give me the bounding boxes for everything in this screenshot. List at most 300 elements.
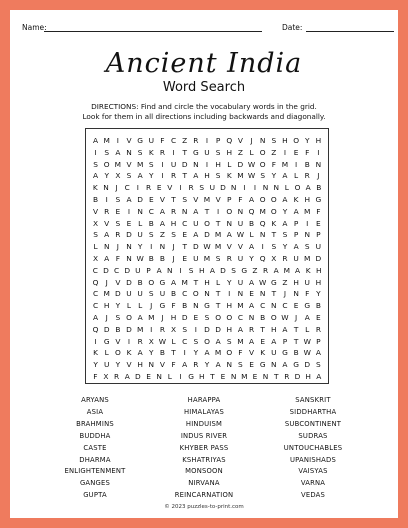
grid-letter[interactable]: U [237,277,244,287]
grid-letter[interactable]: Z [282,277,288,287]
grid-letter[interactable]: D [204,230,210,240]
grid-letter[interactable]: K [226,171,232,181]
grid-letter[interactable]: H [315,136,322,145]
grid-letter[interactable]: N [226,218,233,228]
grid-letter[interactable]: I [179,265,182,275]
grid-letter[interactable]: Q [259,218,266,228]
grid-letter[interactable]: R [248,324,255,334]
grid-letter[interactable]: Z [237,147,243,157]
grid-letter[interactable]: U [126,289,132,299]
grid-letter[interactable]: S [182,195,188,204]
grid-letter[interactable]: S [148,230,154,240]
grid-letter[interactable]: P [146,265,151,275]
grid-letter[interactable]: E [220,372,226,381]
grid-letter[interactable]: M [214,242,222,252]
grid-letter[interactable]: H [137,360,143,370]
grid-letter[interactable]: Q [226,136,233,145]
grid-letter[interactable]: D [103,324,110,334]
grid-letter[interactable]: D [124,265,131,275]
grid-letter[interactable]: R [114,372,120,381]
grid-letter[interactable]: F [305,289,310,299]
grid-letter[interactable]: B [159,254,165,263]
grid-letter[interactable]: E [249,360,254,370]
grid-letter[interactable]: M [304,206,311,216]
grid-letter[interactable]: H [271,324,277,334]
grid-letter[interactable]: D [126,324,132,334]
grid-letter[interactable]: W [303,336,311,346]
grid-letter[interactable]: Q [248,206,255,216]
grid-letter[interactable]: S [93,159,98,169]
grid-letter[interactable]: N [259,230,266,240]
grid-letter[interactable]: A [93,171,99,181]
grid-letter[interactable]: N [159,242,166,252]
grid-letter[interactable]: B [249,218,255,228]
grid-letter[interactable]: S [271,242,277,252]
grid-letter[interactable]: D [137,195,143,204]
grid-letter[interactable]: C [182,218,188,228]
grid-letter[interactable]: A [249,336,255,346]
grid-letter[interactable]: N [181,206,188,216]
grid-letter[interactable]: U [137,230,143,240]
grid-letter[interactable]: N [137,206,143,216]
grid-letter[interactable]: T [171,348,176,358]
grid-letter[interactable]: B [148,218,154,228]
grid-letter[interactable]: J [105,313,108,322]
grid-letter[interactable]: T [210,372,215,381]
grid-letter[interactable]: V [159,360,165,370]
grid-letter[interactable]: R [282,254,288,263]
grid-letter[interactable]: A [159,206,165,216]
grid-letter[interactable]: S [148,289,154,299]
grid-letter[interactable]: R [159,147,165,157]
grid-letter[interactable]: I [261,242,264,252]
grid-letter[interactable]: S [171,230,176,240]
grid-letter[interactable]: L [294,171,299,181]
grid-letter[interactable]: M [203,254,211,263]
grid-letter[interactable]: A [282,324,288,334]
grid-letter[interactable]: Y [316,289,321,299]
grid-letter[interactable]: G [204,301,210,311]
grid-letter[interactable]: I [127,206,131,216]
grid-letter[interactable]: Y [271,171,277,181]
grid-letter[interactable]: K [271,218,277,228]
grid-letter[interactable]: G [159,277,166,287]
grid-letter[interactable]: M [214,230,222,240]
grid-letter[interactable]: T [182,242,187,252]
grid-letter[interactable]: Z [252,265,258,275]
grid-letter[interactable]: A [293,242,299,252]
grid-letter[interactable]: A [124,372,130,381]
grid-letter[interactable]: T [171,195,176,204]
grid-letter[interactable]: V [237,136,243,145]
grid-letter[interactable]: T [215,289,221,299]
grid-letter[interactable]: T [193,277,199,287]
grid-letter[interactable]: J [172,254,175,263]
grid-letter[interactable]: A [215,336,221,346]
grid-letter[interactable]: T [215,301,221,311]
grid-letter[interactable]: Y [282,242,288,252]
grid-letter[interactable]: A [93,313,99,322]
grid-letter[interactable]: K [92,183,98,193]
grid-letter[interactable]: A [193,171,199,181]
grid-letter[interactable]: D [181,313,188,322]
grid-letter[interactable]: S [148,159,154,169]
grid-letter[interactable]: K [126,348,132,358]
grid-letter[interactable]: V [126,159,132,169]
grid-letter[interactable]: M [114,159,122,169]
grid-letter[interactable]: L [249,147,254,157]
grid-letter[interactable]: T [293,324,299,334]
grid-letter[interactable]: I [161,159,164,169]
grid-letter[interactable]: F [115,254,120,263]
grid-letter[interactable]: N [259,136,266,145]
grid-letter[interactable]: C [260,301,266,311]
grid-letter[interactable]: D [215,324,221,334]
grid-letter[interactable]: U [315,242,322,252]
grid-letter[interactable]: H [282,136,288,145]
grid-letter[interactable]: S [304,242,310,252]
grid-letter[interactable]: R [315,324,321,334]
grid-letter[interactable]: I [136,183,139,193]
grid-letter[interactable]: N [237,206,244,216]
grid-letter[interactable]: C [282,301,288,311]
grid-letter[interactable]: I [194,324,197,334]
grid-letter[interactable]: N [193,301,199,311]
grid-letter[interactable]: E [293,301,299,311]
grid-letter[interactable]: I [217,206,220,216]
grid-letter[interactable]: O [259,147,266,157]
grid-letter[interactable]: G [241,265,248,275]
grid-letter[interactable]: H [198,265,205,275]
grid-letter[interactable]: N [148,360,155,370]
grid-letter[interactable]: O [215,313,222,322]
grid-letter[interactable]: J [283,289,287,299]
grid-letter[interactable]: P [215,136,221,145]
grid-letter[interactable]: J [317,171,320,181]
grid-letter[interactable]: S [193,336,199,346]
grid-letter[interactable]: F [305,147,310,157]
grid-letter[interactable]: J [295,313,298,322]
grid-letter[interactable]: I [205,136,209,145]
grid-letter[interactable]: R [188,183,194,193]
grid-letter[interactable]: I [116,136,119,145]
grid-letter[interactable]: L [138,218,143,228]
grid-letter[interactable]: A [137,348,143,358]
grid-letter[interactable]: A [249,277,255,287]
grid-letter[interactable]: L [249,230,254,240]
grid-letter[interactable]: I [283,147,287,157]
grid-letter[interactable]: I [295,159,298,169]
grid-letter[interactable]: L [138,301,143,311]
grid-letter[interactable]: A [294,265,301,275]
grid-letter[interactable]: M [148,313,155,322]
grid-letter[interactable]: O [226,348,233,358]
grid-letter[interactable]: Y [282,206,288,216]
grid-letter[interactable]: N [103,242,110,252]
grid-letter[interactable]: D [304,360,311,370]
grid-letter[interactable]: A [204,348,210,358]
grid-letter[interactable]: F [271,159,276,169]
grid-letter[interactable]: A [271,336,277,346]
grid-letter[interactable]: Y [193,348,199,358]
grid-letter[interactable]: C [124,183,130,193]
grid-letter[interactable]: R [159,324,165,334]
grid-letter[interactable]: R [170,206,177,216]
grid-letter[interactable]: N [262,372,269,381]
grid-letter[interactable]: Q [92,324,99,334]
grid-letter[interactable]: T [215,218,221,228]
grid-letter[interactable]: R [304,171,310,181]
grid-letter[interactable]: I [94,147,97,157]
grid-letter[interactable]: S [115,195,121,204]
grid-letter[interactable]: E [316,313,321,322]
grid-letter[interactable]: X [271,254,277,263]
grid-letter[interactable]: P [282,336,288,346]
grid-letter[interactable]: Y [249,254,254,263]
grid-letter[interactable]: I [253,183,257,193]
grid-letter[interactable]: A [315,348,321,358]
grid-letter[interactable]: G [315,195,322,204]
grid-letter[interactable]: D [315,254,322,263]
grid-letter[interactable]: L [126,301,132,311]
grid-letter[interactable]: S [238,360,243,370]
grid-letter[interactable]: C [182,289,188,299]
grid-letter[interactable]: G [259,360,266,370]
grid-letter[interactable]: F [93,372,98,381]
grid-letter[interactable]: G [188,372,194,381]
grid-letter[interactable]: H [103,301,110,311]
grid-letter[interactable]: E [126,218,132,228]
grid-letter[interactable]: G [293,360,299,370]
grid-letter[interactable]: A [182,360,188,370]
grid-letter[interactable]: S [199,183,205,193]
grid-letter[interactable]: U [204,147,210,157]
grid-letter[interactable]: X [171,324,177,334]
grid-letter[interactable]: O [270,195,277,204]
grid-letter[interactable]: O [204,218,210,228]
grid-letter[interactable]: N [315,159,322,169]
grid-letter[interactable]: B [293,348,299,358]
grid-letter[interactable]: A [93,136,99,145]
grid-letter[interactable]: A [104,230,110,240]
grid-letter[interactable]: N [193,159,199,169]
grid-letter[interactable]: D [126,230,132,240]
grid-letter[interactable]: B [159,348,165,358]
grid-letter[interactable]: J [172,242,175,252]
grid-letter[interactable]: D [204,324,210,334]
grid-letter[interactable]: A [282,195,288,204]
grid-letter[interactable]: U [293,254,299,263]
grid-letter[interactable]: L [216,277,221,287]
grid-letter[interactable]: B [315,301,321,311]
grid-letter[interactable]: A [104,254,110,263]
grid-letter[interactable]: E [146,372,151,381]
grid-letter[interactable]: H [315,277,322,287]
grid-letter[interactable]: M [181,277,188,287]
grid-letter[interactable]: J [105,277,108,287]
grid-letter[interactable]: J [161,313,164,322]
grid-letter[interactable]: M [103,289,110,299]
grid-letter[interactable]: M [237,336,244,346]
grid-letter[interactable]: Y [227,277,232,287]
grid-letter[interactable]: O [204,336,210,346]
grid-letter[interactable]: A [304,313,310,322]
grid-letter[interactable]: M [281,159,289,169]
grid-letter[interactable]: U [193,218,199,228]
grid-letter[interactable]: M [259,206,266,216]
grid-letter[interactable]: M [237,171,244,181]
grid-letter[interactable]: X [93,218,99,228]
grid-letter[interactable]: F [238,348,243,358]
grid-letter[interactable]: Y [93,360,98,370]
grid-letter[interactable]: W [247,171,256,181]
grid-letter[interactable]: H [204,171,210,181]
grid-letter[interactable]: N [273,183,279,193]
grid-letter[interactable]: B [93,195,99,204]
grid-letter[interactable]: T [204,206,210,216]
grid-letter[interactable]: I [179,183,182,193]
grid-letter[interactable]: T [182,171,187,181]
grid-letter[interactable]: N [293,289,299,299]
grid-letter[interactable]: W [236,230,245,240]
grid-letter[interactable]: M [304,254,311,263]
grid-letter[interactable]: R [193,136,199,145]
grid-letter[interactable]: O [270,313,277,322]
grid-letter[interactable]: K [148,147,154,157]
grid-letter[interactable]: L [227,159,232,169]
grid-letter[interactable]: I [179,372,182,381]
grid-letter[interactable]: A [293,206,299,216]
grid-letter[interactable]: S [188,265,194,275]
grid-letter[interactable]: L [104,348,109,358]
grid-letter[interactable]: S [115,218,121,228]
grid-letter[interactable]: T [273,372,279,381]
grid-letter[interactable]: E [193,313,199,322]
grid-letter[interactable]: H [170,218,177,228]
grid-letter[interactable]: N [204,289,210,299]
grid-letter[interactable]: V [226,242,232,252]
grid-letter[interactable]: A [209,265,215,275]
grid-letter[interactable]: F [171,301,176,311]
grid-letter[interactable]: L [93,242,98,252]
grid-letter[interactable]: D [220,265,226,275]
grid-letter[interactable]: O [259,159,266,169]
grid-letter[interactable]: A [156,265,162,275]
grid-letter[interactable]: N [304,230,310,240]
grid-letter[interactable]: U [237,218,244,228]
grid-letter[interactable]: S [204,313,210,322]
grid-letter[interactable]: N [226,360,233,370]
grid-letter[interactable]: A [273,265,279,275]
grid-letter[interactable]: A [282,360,288,370]
grid-letter[interactable]: H [293,277,299,287]
grid-letter[interactable]: B [171,289,177,299]
grid-letter[interactable]: P [316,230,321,240]
grid-letter[interactable]: D [294,372,301,381]
grid-letter[interactable]: S [260,171,266,181]
grid-letter[interactable]: B [316,183,322,193]
grid-letter[interactable]: Z [182,136,188,145]
grid-letter[interactable]: S [182,324,188,334]
grid-letter[interactable]: A [126,195,132,204]
grid-letter[interactable]: E [115,206,121,216]
grid-letter[interactable]: O [103,159,110,169]
grid-letter[interactable]: H [198,372,205,381]
grid-letter[interactable]: V [126,360,132,370]
grid-letter[interactable]: F [316,206,321,216]
grid-letter[interactable]: L [284,183,289,193]
grid-letter[interactable]: E [156,183,162,193]
grid-letter[interactable]: J [116,242,119,252]
grid-letter[interactable]: W [158,336,167,346]
grid-letter[interactable]: A [249,242,255,252]
grid-letter[interactable]: N [126,147,132,157]
grid-letter[interactable]: Y [204,360,210,370]
grid-letter[interactable]: X [148,336,154,346]
grid-letter[interactable]: M [203,195,211,204]
grid-letter[interactable]: I [228,289,231,299]
grid-letter[interactable]: N [103,183,109,193]
grid-letter[interactable]: R [170,171,177,181]
grid-letter[interactable]: W [136,254,144,263]
grid-letter[interactable]: N [271,301,277,311]
grid-letter[interactable]: L [167,372,172,381]
grid-letter[interactable]: Q [92,277,99,287]
grid-letter[interactable]: B [137,277,143,287]
grid-letter[interactable]: V [193,195,199,204]
grid-letter[interactable]: V [126,136,132,145]
grid-letter[interactable]: R [193,360,199,370]
grid-letter[interactable]: C [92,265,98,275]
grid-letter[interactable]: R [115,230,121,240]
grid-letter[interactable]: N [230,372,237,381]
grid-letter[interactable]: B [260,313,266,322]
grid-letter[interactable]: M [237,301,244,311]
grid-letter[interactable]: H [170,313,177,322]
grid-letter[interactable]: S [215,147,221,157]
grid-letter[interactable]: R [263,265,269,275]
grid-letter[interactable]: E [260,336,266,346]
grid-letter[interactable]: C [148,206,154,216]
grid-letter[interactable]: P [227,195,232,204]
grid-letter[interactable]: M [283,265,291,275]
grid-letter[interactable]: O [126,313,132,322]
grid-letter[interactable]: C [182,336,188,346]
grid-letter[interactable]: S [215,254,221,263]
grid-letter[interactable]: E [252,372,258,381]
grid-letter[interactable]: J [150,301,153,311]
grid-letter[interactable]: H [215,159,221,169]
grid-letter[interactable]: U [271,348,277,358]
grid-letter[interactable]: B [115,324,121,334]
grid-letter[interactable]: O [293,136,300,145]
grid-letter[interactable]: V [215,195,221,204]
grid-letter[interactable]: I [306,218,309,228]
grid-letter[interactable]: V [93,206,99,216]
grid-letter[interactable]: O [259,195,266,204]
grid-letter[interactable]: N [248,313,255,322]
grid-letter[interactable]: N [262,183,269,193]
grid-letter[interactable]: H [226,324,233,334]
grid-letter[interactable]: X [115,171,121,181]
grid-letter[interactable]: Z [271,147,277,157]
grid-letter[interactable]: D [181,159,188,169]
grid-letter[interactable]: G [159,301,166,311]
grid-letter[interactable]: M [241,372,248,381]
grid-letter[interactable]: I [172,147,175,157]
grid-letter[interactable]: N [259,289,266,299]
grid-letter[interactable]: I [317,147,320,157]
